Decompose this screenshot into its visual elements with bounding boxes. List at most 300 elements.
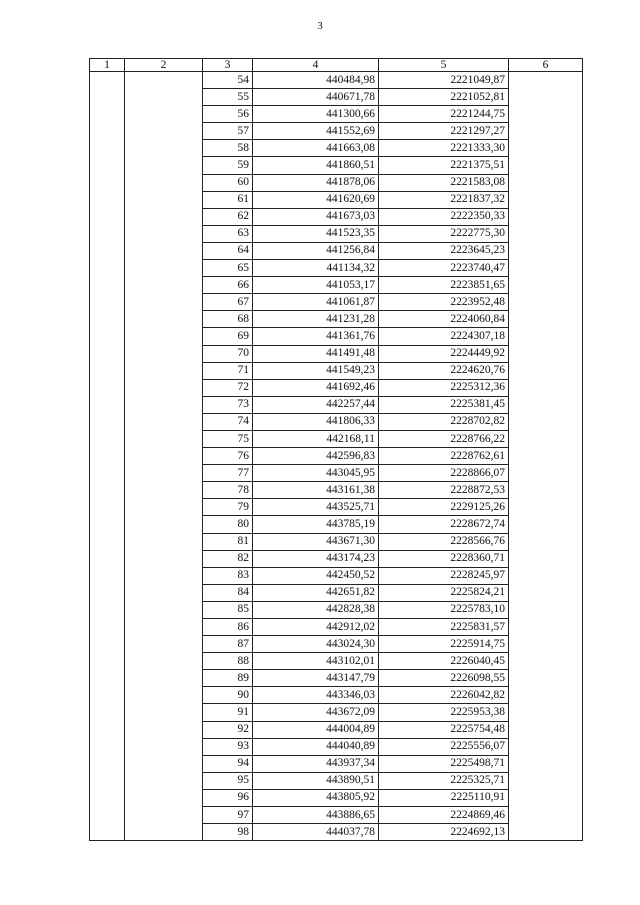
cell-col-6 — [509, 448, 583, 465]
x-coordinate: 441053,17 — [253, 277, 379, 294]
point-number: 98 — [203, 824, 253, 841]
cell-col-2 — [125, 755, 203, 772]
table-row — [90, 89, 583, 106]
cell-col-6 — [509, 260, 583, 277]
x-coordinate: 441692,46 — [253, 379, 379, 396]
cell-col-2 — [125, 499, 203, 516]
cell-col-2 — [125, 789, 203, 806]
y-coordinate: 2221049,87 — [379, 72, 509, 89]
point-number: 88 — [203, 653, 253, 670]
cell-col-6 — [509, 89, 583, 106]
cell-col-2 — [125, 465, 203, 482]
x-coordinate: 443805,92 — [253, 789, 379, 806]
cell-col-1 — [90, 789, 125, 806]
cell-col-6 — [509, 789, 583, 806]
table-row — [90, 225, 583, 242]
y-coordinate: 2224449,92 — [379, 345, 509, 362]
y-coordinate: 2225783,10 — [379, 601, 509, 618]
y-coordinate: 2225325,71 — [379, 772, 509, 789]
cell-col-6 — [509, 619, 583, 636]
cell-col-2 — [125, 396, 203, 413]
point-number: 82 — [203, 550, 253, 567]
cell-col-6 — [509, 653, 583, 670]
point-number: 84 — [203, 584, 253, 601]
point-number: 89 — [203, 670, 253, 687]
cell-col-1 — [90, 260, 125, 277]
y-coordinate: 2223645,23 — [379, 242, 509, 259]
table-row — [90, 584, 583, 601]
point-number: 63 — [203, 225, 253, 242]
point-number: 76 — [203, 448, 253, 465]
column-header-4: 4 — [253, 59, 379, 72]
cell-col-2 — [125, 225, 203, 242]
cell-col-1 — [90, 619, 125, 636]
table-row — [90, 687, 583, 704]
cell-col-2 — [125, 277, 203, 294]
point-number: 77 — [203, 465, 253, 482]
point-number: 81 — [203, 533, 253, 550]
cell-col-6 — [509, 328, 583, 345]
y-coordinate: 2221333,30 — [379, 140, 509, 157]
point-number: 74 — [203, 413, 253, 430]
x-coordinate: 443937,34 — [253, 755, 379, 772]
y-coordinate: 2224307,18 — [379, 328, 509, 345]
y-coordinate: 2226098,55 — [379, 670, 509, 687]
point-number: 71 — [203, 362, 253, 379]
table-row — [90, 789, 583, 806]
point-number: 68 — [203, 311, 253, 328]
table-row — [90, 704, 583, 721]
cell-col-1 — [90, 670, 125, 687]
x-coordinate: 443024,30 — [253, 636, 379, 653]
x-coordinate: 442257,44 — [253, 396, 379, 413]
x-coordinate: 441491,48 — [253, 345, 379, 362]
cell-col-2 — [125, 72, 203, 89]
x-coordinate: 441361,76 — [253, 328, 379, 345]
cell-col-1 — [90, 430, 125, 447]
x-coordinate: 443174,23 — [253, 550, 379, 567]
table-row — [90, 619, 583, 636]
cell-col-1 — [90, 772, 125, 789]
cell-col-6 — [509, 191, 583, 208]
x-coordinate: 443161,38 — [253, 482, 379, 499]
table-row — [90, 311, 583, 328]
y-coordinate: 2223952,48 — [379, 294, 509, 311]
x-coordinate: 442596,83 — [253, 448, 379, 465]
table-row — [90, 772, 583, 789]
cell-col-1 — [90, 738, 125, 755]
cell-col-6 — [509, 123, 583, 140]
y-coordinate: 2228672,74 — [379, 516, 509, 533]
point-number: 72 — [203, 379, 253, 396]
point-number: 69 — [203, 328, 253, 345]
cell-col-6 — [509, 482, 583, 499]
cell-col-1 — [90, 499, 125, 516]
cell-col-2 — [125, 345, 203, 362]
y-coordinate: 2229125,26 — [379, 499, 509, 516]
cell-col-2 — [125, 430, 203, 447]
cell-col-1 — [90, 345, 125, 362]
cell-col-2 — [125, 328, 203, 345]
x-coordinate: 441673,03 — [253, 208, 379, 225]
column-header-1: 1 — [90, 59, 125, 72]
cell-col-6 — [509, 362, 583, 379]
cell-col-6 — [509, 311, 583, 328]
cell-col-6 — [509, 772, 583, 789]
y-coordinate: 2222350,33 — [379, 208, 509, 225]
cell-col-6 — [509, 670, 583, 687]
point-number: 60 — [203, 174, 253, 191]
cell-col-6 — [509, 277, 583, 294]
x-coordinate: 442828,38 — [253, 601, 379, 618]
table-row — [90, 362, 583, 379]
y-coordinate: 2225953,38 — [379, 704, 509, 721]
cell-col-1 — [90, 242, 125, 259]
cell-col-2 — [125, 738, 203, 755]
x-coordinate: 443045,95 — [253, 465, 379, 482]
x-coordinate: 441523,35 — [253, 225, 379, 242]
point-number: 58 — [203, 140, 253, 157]
cell-col-1 — [90, 567, 125, 584]
cell-col-1 — [90, 636, 125, 653]
x-coordinate: 441134,32 — [253, 260, 379, 277]
y-coordinate: 2226042,82 — [379, 687, 509, 704]
y-coordinate: 2221052,81 — [379, 89, 509, 106]
table-row — [90, 533, 583, 550]
y-coordinate: 2221297,27 — [379, 123, 509, 140]
y-coordinate: 2221375,51 — [379, 157, 509, 174]
cell-col-2 — [125, 174, 203, 191]
x-coordinate: 443890,51 — [253, 772, 379, 789]
coordinates-table — [89, 58, 583, 841]
cell-col-6 — [509, 294, 583, 311]
cell-col-6 — [509, 396, 583, 413]
y-coordinate: 2221244,75 — [379, 106, 509, 123]
cell-col-6 — [509, 550, 583, 567]
point-number: 66 — [203, 277, 253, 294]
y-coordinate: 2228566,76 — [379, 533, 509, 550]
y-coordinate: 2224692,13 — [379, 824, 509, 841]
table-row — [90, 72, 583, 89]
table-body — [90, 72, 583, 841]
cell-col-2 — [125, 584, 203, 601]
cell-col-1 — [90, 157, 125, 174]
table-row — [90, 721, 583, 738]
table-row — [90, 636, 583, 653]
cell-col-2 — [125, 670, 203, 687]
y-coordinate: 2225824,21 — [379, 584, 509, 601]
y-coordinate: 2228360,71 — [379, 550, 509, 567]
cell-col-2 — [125, 653, 203, 670]
table-row — [90, 499, 583, 516]
table-row — [90, 345, 583, 362]
x-coordinate: 441300,66 — [253, 106, 379, 123]
cell-col-1 — [90, 413, 125, 430]
cell-col-1 — [90, 448, 125, 465]
cell-col-2 — [125, 482, 203, 499]
cell-col-2 — [125, 362, 203, 379]
table-row — [90, 807, 583, 824]
point-number: 62 — [203, 208, 253, 225]
table-row — [90, 191, 583, 208]
cell-col-1 — [90, 123, 125, 140]
cell-col-2 — [125, 208, 203, 225]
cell-col-2 — [125, 242, 203, 259]
cell-col-2 — [125, 516, 203, 533]
cell-col-1 — [90, 721, 125, 738]
x-coordinate: 443785,19 — [253, 516, 379, 533]
cell-col-2 — [125, 260, 203, 277]
cell-col-2 — [125, 106, 203, 123]
cell-col-1 — [90, 89, 125, 106]
point-number: 90 — [203, 687, 253, 704]
y-coordinate: 2226040,45 — [379, 653, 509, 670]
y-coordinate: 2221583,08 — [379, 174, 509, 191]
cell-col-2 — [125, 448, 203, 465]
y-coordinate: 2224060,84 — [379, 311, 509, 328]
cell-col-6 — [509, 499, 583, 516]
y-coordinate: 2228766,22 — [379, 430, 509, 447]
y-coordinate: 2225914,75 — [379, 636, 509, 653]
point-number: 64 — [203, 242, 253, 259]
cell-col-6 — [509, 755, 583, 772]
cell-col-1 — [90, 174, 125, 191]
table-row — [90, 824, 583, 841]
x-coordinate: 441549,23 — [253, 362, 379, 379]
cell-col-1 — [90, 396, 125, 413]
cell-col-6 — [509, 807, 583, 824]
cell-col-2 — [125, 123, 203, 140]
table-row — [90, 328, 583, 345]
table-row — [90, 516, 583, 533]
cell-col-6 — [509, 567, 583, 584]
table-row — [90, 601, 583, 618]
cell-col-1 — [90, 328, 125, 345]
cell-col-6 — [509, 430, 583, 447]
cell-col-2 — [125, 413, 203, 430]
table-row — [90, 106, 583, 123]
cell-col-6 — [509, 533, 583, 550]
cell-col-2 — [125, 311, 203, 328]
y-coordinate: 2228762,61 — [379, 448, 509, 465]
cell-col-1 — [90, 533, 125, 550]
cell-col-2 — [125, 157, 203, 174]
table-row — [90, 653, 583, 670]
cell-col-2 — [125, 721, 203, 738]
cell-col-6 — [509, 584, 583, 601]
cell-col-6 — [509, 225, 583, 242]
x-coordinate: 444037,78 — [253, 824, 379, 841]
cell-col-2 — [125, 140, 203, 157]
cell-col-2 — [125, 619, 203, 636]
y-coordinate: 2228245,97 — [379, 567, 509, 584]
table-row — [90, 482, 583, 499]
cell-col-1 — [90, 294, 125, 311]
point-number: 85 — [203, 601, 253, 618]
x-coordinate: 442168,11 — [253, 430, 379, 447]
point-number: 59 — [203, 157, 253, 174]
point-number: 80 — [203, 516, 253, 533]
cell-col-6 — [509, 379, 583, 396]
y-coordinate: 2224869,46 — [379, 807, 509, 824]
point-number: 79 — [203, 499, 253, 516]
x-coordinate: 441256,84 — [253, 242, 379, 259]
cell-col-2 — [125, 772, 203, 789]
cell-col-1 — [90, 550, 125, 567]
x-coordinate: 441806,33 — [253, 413, 379, 430]
cell-col-1 — [90, 482, 125, 499]
y-coordinate: 2228872,53 — [379, 482, 509, 499]
column-header-2: 2 — [125, 59, 203, 72]
header-row — [90, 59, 583, 72]
table-row — [90, 430, 583, 447]
point-number: 61 — [203, 191, 253, 208]
table-row — [90, 242, 583, 259]
cell-col-1 — [90, 687, 125, 704]
x-coordinate: 440671,78 — [253, 89, 379, 106]
cell-col-6 — [509, 157, 583, 174]
x-coordinate: 441620,69 — [253, 191, 379, 208]
y-coordinate: 2225498,71 — [379, 755, 509, 772]
table-row — [90, 567, 583, 584]
point-number: 94 — [203, 755, 253, 772]
cell-col-1 — [90, 140, 125, 157]
x-coordinate: 444040,89 — [253, 738, 379, 755]
cell-col-6 — [509, 824, 583, 841]
x-coordinate: 443886,65 — [253, 807, 379, 824]
cell-col-1 — [90, 208, 125, 225]
cell-col-1 — [90, 516, 125, 533]
cell-col-1 — [90, 362, 125, 379]
cell-col-6 — [509, 106, 583, 123]
cell-col-2 — [125, 379, 203, 396]
table-row — [90, 208, 583, 225]
cell-col-6 — [509, 140, 583, 157]
table-row — [90, 413, 583, 430]
point-number: 78 — [203, 482, 253, 499]
table-row — [90, 123, 583, 140]
table-row — [90, 465, 583, 482]
y-coordinate: 2228866,07 — [379, 465, 509, 482]
cell-col-2 — [125, 294, 203, 311]
x-coordinate: 443102,01 — [253, 653, 379, 670]
cell-col-1 — [90, 72, 125, 89]
table-row — [90, 448, 583, 465]
point-number: 70 — [203, 345, 253, 362]
column-header-6: 6 — [509, 59, 583, 72]
point-number: 93 — [203, 738, 253, 755]
cell-col-1 — [90, 807, 125, 824]
cell-col-2 — [125, 533, 203, 550]
y-coordinate: 2221837,32 — [379, 191, 509, 208]
cell-col-1 — [90, 225, 125, 242]
table-row — [90, 379, 583, 396]
cell-col-6 — [509, 72, 583, 89]
point-number: 73 — [203, 396, 253, 413]
point-number: 54 — [203, 72, 253, 89]
y-coordinate: 2223740,47 — [379, 260, 509, 277]
point-number: 65 — [203, 260, 253, 277]
cell-col-6 — [509, 636, 583, 653]
y-coordinate: 2225110,91 — [379, 789, 509, 806]
table-row — [90, 755, 583, 772]
cell-col-2 — [125, 687, 203, 704]
point-number: 96 — [203, 789, 253, 806]
cell-col-1 — [90, 755, 125, 772]
cell-col-2 — [125, 191, 203, 208]
point-number: 95 — [203, 772, 253, 789]
cell-col-2 — [125, 807, 203, 824]
x-coordinate: 443147,79 — [253, 670, 379, 687]
cell-col-2 — [125, 601, 203, 618]
cell-col-6 — [509, 687, 583, 704]
y-coordinate: 2225312,36 — [379, 379, 509, 396]
point-number: 91 — [203, 704, 253, 721]
point-number: 97 — [203, 807, 253, 824]
y-coordinate: 2224620,76 — [379, 362, 509, 379]
table-row — [90, 277, 583, 294]
cell-col-6 — [509, 516, 583, 533]
cell-col-1 — [90, 704, 125, 721]
y-coordinate: 2228702,82 — [379, 413, 509, 430]
point-number: 56 — [203, 106, 253, 123]
y-coordinate: 2225754,48 — [379, 721, 509, 738]
cell-col-6 — [509, 738, 583, 755]
page-number: 3 — [317, 20, 323, 32]
table-row — [90, 260, 583, 277]
cell-col-1 — [90, 311, 125, 328]
table-row — [90, 738, 583, 755]
cell-col-1 — [90, 379, 125, 396]
x-coordinate: 440484,98 — [253, 72, 379, 89]
table-row — [90, 670, 583, 687]
x-coordinate: 441860,51 — [253, 157, 379, 174]
table-row — [90, 294, 583, 311]
cell-col-6 — [509, 174, 583, 191]
cell-col-2 — [125, 567, 203, 584]
cell-col-1 — [90, 191, 125, 208]
cell-col-6 — [509, 242, 583, 259]
x-coordinate: 442912,02 — [253, 619, 379, 636]
table-row — [90, 140, 583, 157]
point-number: 57 — [203, 123, 253, 140]
table-row — [90, 396, 583, 413]
x-coordinate: 443525,71 — [253, 499, 379, 516]
table-row — [90, 157, 583, 174]
x-coordinate: 441231,28 — [253, 311, 379, 328]
cell-col-2 — [125, 704, 203, 721]
column-header-5: 5 — [379, 59, 509, 72]
point-number: 83 — [203, 567, 253, 584]
y-coordinate: 2225831,57 — [379, 619, 509, 636]
point-number: 55 — [203, 89, 253, 106]
x-coordinate: 441878,06 — [253, 174, 379, 191]
cell-col-6 — [509, 345, 583, 362]
y-coordinate: 2222775,30 — [379, 225, 509, 242]
point-number: 67 — [203, 294, 253, 311]
x-coordinate: 443671,30 — [253, 533, 379, 550]
cell-col-6 — [509, 208, 583, 225]
cell-col-2 — [125, 89, 203, 106]
x-coordinate: 441552,69 — [253, 123, 379, 140]
column-header-3: 3 — [203, 59, 253, 72]
cell-col-2 — [125, 550, 203, 567]
point-number: 92 — [203, 721, 253, 738]
point-number: 86 — [203, 619, 253, 636]
table-row — [90, 174, 583, 191]
cell-col-6 — [509, 721, 583, 738]
point-number: 75 — [203, 430, 253, 447]
